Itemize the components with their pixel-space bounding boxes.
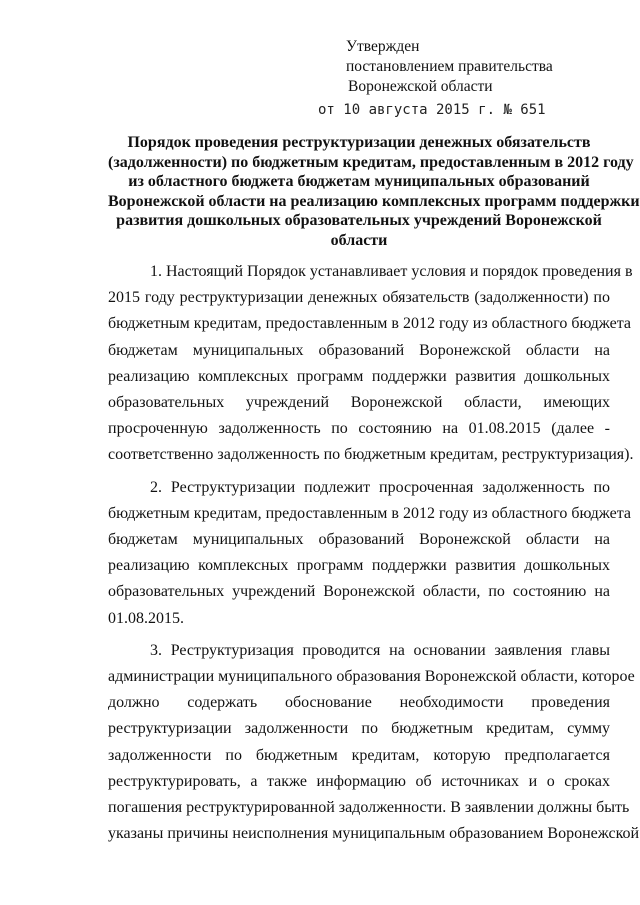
approval-block <box>318 37 631 120</box>
paragraph-line: указаны причины неисполнения муниципальным образованием Воронежской <box>108 825 640 843</box>
paragraph-line: бюджетным кредитам, предоставленным в 2012 году из областного бюджета <box>108 504 631 522</box>
approval-line-2: постановлением правительства <box>346 58 553 75</box>
title-line: (задолженности) по бюджетным кредитам, предоставленным в 2012 году <box>108 153 634 171</box>
paragraph-line: администрации муниципального образования Воронежской области, которое <box>108 668 635 686</box>
paragraph-line: 1. Настоящий Порядок устанавливает условия и порядок проведения в <box>150 263 633 280</box>
document-title <box>108 133 640 250</box>
paragraph-line: 01.08.2015. <box>108 609 184 627</box>
document-body <box>108 259 640 847</box>
title-line: развития дошкольных образовательных учреждений Воронежской <box>116 212 602 229</box>
paragraph-line: соответственно задолженность по бюджетным кредитам, реструктуризация). <box>108 446 634 464</box>
approval-line-1: Утвержден <box>346 38 420 55</box>
paragraph-line: должно содержать обоснование необходимости проведения <box>108 694 610 712</box>
title-line: из областного бюджета бюджетам муниципальных образований <box>128 173 590 190</box>
paragraph-line: образовательных учреждений Воронежской области, по состоянию на <box>108 583 610 601</box>
title-line: Порядок проведения реструктуризации денежных обязательств <box>127 134 591 151</box>
paragraph-3 <box>108 638 640 848</box>
paragraph-line: реструктуризации задолженности по бюджетным кредитам, сумму <box>108 720 610 738</box>
paragraph-line: 2015 году реструктуризации денежных обязательств (задолженности) по <box>108 289 610 307</box>
paragraph-line: бюджетным кредитам, предоставленным в 2012 году из областного бюджета <box>108 315 631 333</box>
paragraph-line: 3. Реструктуризация проводится на основании заявления главы <box>150 641 610 659</box>
paragraph-line: 2. Реструктуризации подлежит просроченная задолженность по <box>150 478 610 496</box>
title-line: области <box>330 231 388 249</box>
title-line: Воронежской области на реализацию комплексных программ поддержки <box>108 192 640 210</box>
paragraph-2 <box>108 475 631 632</box>
approval-date: от 10 августа 2015 г. № 651 <box>318 102 546 118</box>
paragraph-line: задолженности по бюджетным кредитам, которую предполагается <box>108 746 610 764</box>
paragraph-line: реализацию комплексных программ поддержки развития дошкольных <box>108 557 610 575</box>
approval-line-3: Воронежской области <box>348 78 493 95</box>
paragraph-line: бюджетам муниципальных образований Воронежской области на <box>108 531 610 549</box>
paragraph-line: просроченную задолженность по состоянию на 01.08.2015 (далее - <box>108 420 610 438</box>
paragraph-line: бюджетам муниципальных образований Воронежской области на <box>108 341 610 359</box>
paragraph-line: реализацию комплексных программ поддержки развития дошкольных <box>108 367 610 385</box>
paragraph-line: реструктурировать, а также информацию об источниках и о сроках <box>108 772 610 790</box>
paragraph-line: погашения реструктурированной задолженности. В заявлении должны быть <box>108 799 630 817</box>
paragraph-1 <box>108 259 634 469</box>
paragraph-line: образовательных учреждений Воронежской области, имеющих <box>108 394 610 412</box>
